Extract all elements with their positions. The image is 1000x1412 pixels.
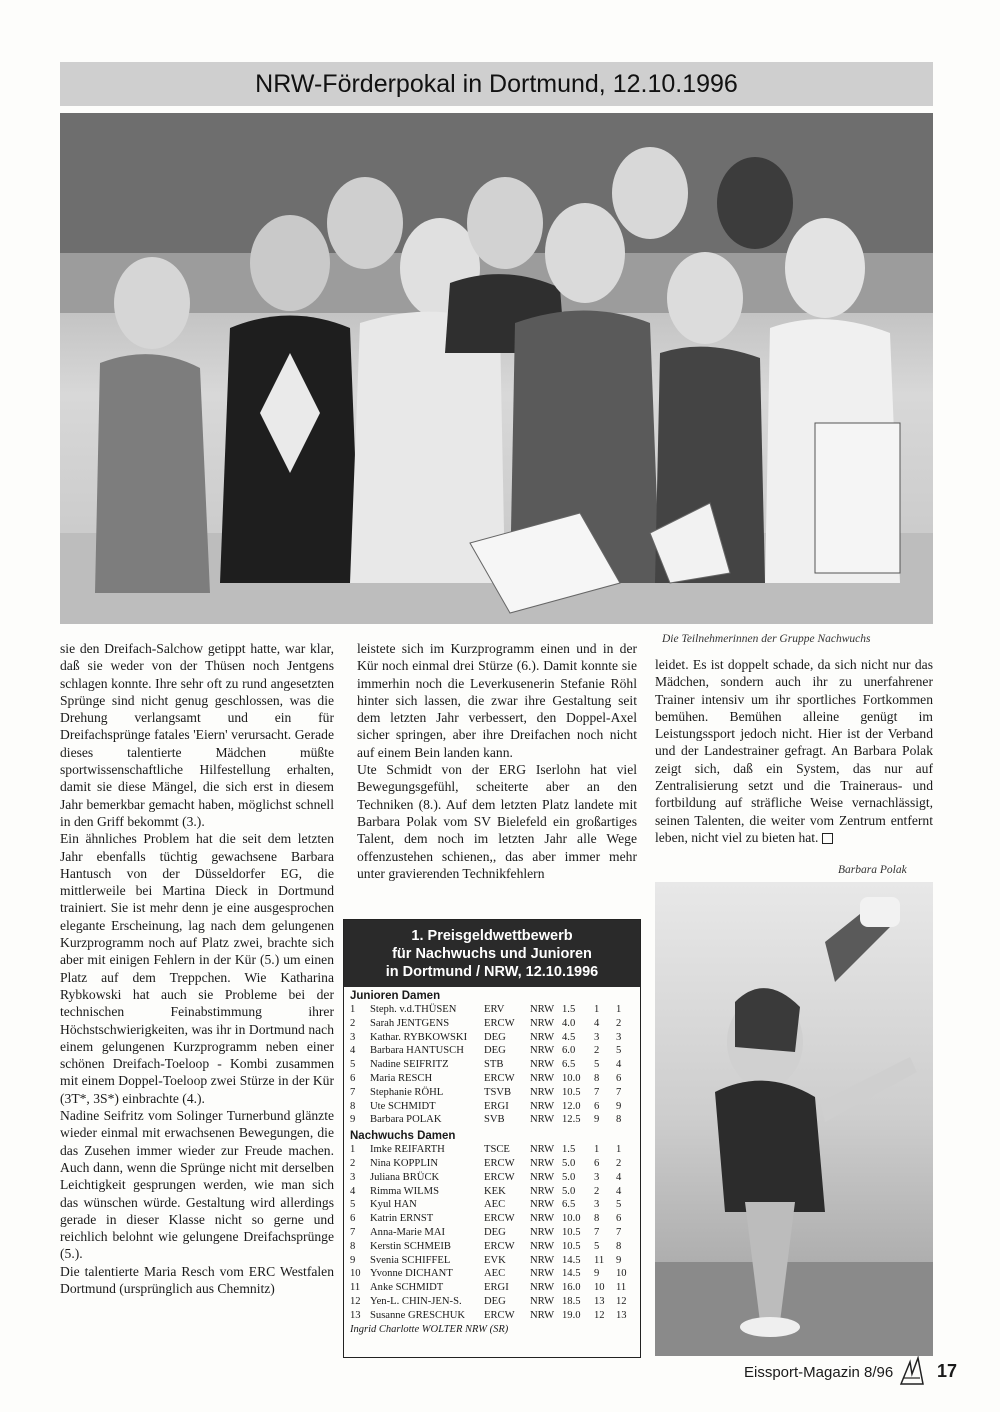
table-row: [344, 1226, 640, 1240]
table-cell: 3: [616, 1031, 622, 1043]
table-row: [344, 1100, 640, 1114]
table-cell: EVK: [484, 1254, 506, 1266]
table-row: [344, 1185, 640, 1199]
table-cell: 10: [616, 1268, 627, 1280]
page-title: NRW-Förderpokal in Dortmund, 12.10.1996: [255, 69, 738, 98]
table-row: [344, 1113, 640, 1127]
table-cell: STB: [484, 1059, 504, 1071]
table-cell: 6: [616, 1213, 622, 1225]
table-cell: 9: [350, 1254, 356, 1266]
table-cell: 1: [616, 1004, 622, 1015]
table-cell: 10.5: [562, 1086, 581, 1098]
group-photo-caption: Die Teilnehmerinnen der Gruppe Nachwuchs: [662, 633, 871, 645]
table-cell: DEG: [484, 1031, 506, 1043]
table-cell: Rimma WILMS: [370, 1185, 439, 1197]
table-cell: 6: [594, 1157, 600, 1169]
table-cell: NRW: [530, 1100, 555, 1112]
table-cell: NRW: [530, 1059, 555, 1071]
table-cell: AEC: [484, 1199, 506, 1211]
table-cell: NRW: [530, 1268, 555, 1280]
table-cell: 9: [350, 1114, 356, 1126]
polak-photo-caption: Barbara Polak: [838, 864, 907, 876]
table-cell: 4: [350, 1185, 356, 1197]
table-row: [344, 1212, 640, 1226]
group-photo-graphic: [60, 113, 933, 624]
table-cell: 8: [616, 1114, 622, 1126]
table-cell: 14.5: [562, 1268, 581, 1280]
table-cell: NRW: [530, 1157, 555, 1169]
table-cell: ERCW: [484, 1309, 515, 1321]
table-cell: TSCE: [484, 1144, 510, 1156]
table-cell: 2: [350, 1017, 356, 1029]
table-cell: 3: [350, 1171, 356, 1183]
magazine-footer: Eissport-Magazin 8/96: [744, 1364, 894, 1381]
table-cell: 10.0: [562, 1072, 581, 1084]
table-cell: 12: [594, 1309, 605, 1321]
group-photo: [60, 113, 933, 624]
table-cell: 6: [350, 1072, 356, 1084]
table-cell: 3: [594, 1199, 600, 1211]
table-cell: 11: [616, 1282, 627, 1294]
table-cell: 13: [594, 1295, 605, 1307]
table-cell: NRW: [530, 1240, 555, 1252]
table-row: [344, 1309, 640, 1323]
table-cell: NRW: [530, 1309, 555, 1321]
table-cell: 1.5: [562, 1004, 576, 1015]
table-cell: 8: [616, 1240, 622, 1252]
table-cell: 4.5: [562, 1031, 576, 1043]
table-cell: Steph. v.d.THÜSEN: [370, 1004, 457, 1015]
table-cell: 4: [616, 1059, 622, 1071]
table-row: [344, 1171, 640, 1185]
table-cell: ERGI: [484, 1100, 509, 1112]
table-cell: 5: [350, 1059, 356, 1071]
table-row: [344, 1143, 640, 1157]
table-cell: NRW: [530, 1031, 555, 1043]
table-cell: NRW: [530, 1114, 555, 1126]
table-cell: KEK: [484, 1185, 506, 1197]
table-cell: 1.5: [562, 1144, 576, 1156]
table-cell: 1: [350, 1144, 356, 1156]
table-cell: 10: [594, 1282, 605, 1294]
table-cell: 5: [616, 1045, 622, 1057]
table-row: [344, 1267, 640, 1281]
table-cell: 13: [350, 1309, 361, 1321]
table-cell: 12: [616, 1295, 627, 1307]
table-cell: 11: [350, 1282, 361, 1294]
table-cell: AEC: [484, 1268, 506, 1280]
table-cell: NRW: [530, 1213, 555, 1225]
table-cell: SVB: [484, 1114, 505, 1126]
table-cell: 19.0: [562, 1309, 581, 1321]
table-cell: Juliana BRÜCK: [370, 1171, 440, 1183]
table-cell: Imke REIFARTH: [370, 1144, 445, 1156]
table-cell: NRW: [530, 1199, 555, 1211]
table-cell: 11: [594, 1254, 605, 1266]
table-row: [344, 1031, 640, 1045]
table-cell: 5.0: [562, 1185, 576, 1197]
table-cell: Barbara HANTUSCH: [370, 1045, 464, 1057]
table-row: [344, 1295, 640, 1309]
table-cell: 7: [616, 1226, 622, 1238]
table-cell: 5: [594, 1240, 600, 1252]
results-box: [343, 919, 641, 1358]
results-body: [344, 987, 640, 1323]
table-row: [344, 1017, 640, 1031]
table-cell: 6: [616, 1072, 622, 1084]
table-cell: 2: [594, 1045, 600, 1057]
table-cell: ERCW: [484, 1017, 515, 1029]
table-row: [344, 1003, 640, 1017]
table-cell: 7: [616, 1086, 622, 1098]
table-cell: Barbara POLAK: [370, 1114, 442, 1126]
table-cell: Anna-Marie MAI: [370, 1226, 446, 1238]
table-cell: Maria RESCH: [370, 1072, 433, 1084]
table-cell: 7: [350, 1086, 356, 1098]
table-cell: 1: [350, 1004, 356, 1015]
table-cell: 5: [350, 1199, 356, 1211]
table-cell: 10.5: [562, 1226, 581, 1238]
col1-paragraph: Nadine Seifritz vom Solinger Turnerbund glänzte wieder einmal mit erwachsenen Bewegungen, die das Zusehen immer wieder zur Freude machen. Auch dann, wenn die Sprünge nicht mit derselben Leichtigkeit gesprungen werden, wie man sich das wünschen würde. Gestaltung wird allerdings gerade in dieser Klasse nicht so gerne und reichlich belohnt wie gelungene Dreifachsprünge (5.).: [60, 1108, 334, 1262]
results-footnote: Ingrid Charlotte WOLTER NRW (SR): [350, 1323, 509, 1335]
table-cell: 5: [616, 1199, 622, 1211]
table-cell: 13: [616, 1309, 627, 1321]
table-row: [344, 1240, 640, 1254]
table-cell: NRW: [530, 1086, 555, 1098]
table-cell: 6: [594, 1100, 600, 1112]
table-cell: 3: [594, 1171, 600, 1183]
results-header: [344, 920, 640, 987]
results-section-title: Nachwuchs Damen: [350, 1130, 456, 1143]
table-cell: NRW: [530, 1282, 555, 1294]
table-cell: 6.5: [562, 1199, 576, 1211]
article-column-1: [60, 640, 334, 1297]
table-cell: NRW: [530, 1254, 555, 1266]
table-cell: NRW: [530, 1171, 555, 1183]
table-cell: ERGI: [484, 1282, 509, 1294]
end-mark-icon: [822, 833, 833, 844]
table-cell: 6: [350, 1213, 356, 1225]
table-cell: Sarah JENTGENS: [370, 1017, 450, 1029]
table-cell: 7: [594, 1086, 600, 1098]
col2-paragraph: Ute Schmidt von der ERG Iserlohn hat viel Bewegungsgefühl, scheiterte aber an den Techniken (8.). Auf dem letzten Platz landete mit Barbara Polak vom SV Bielefeld ein großartiges Talent, dem noch im letzten Jahr alle Wege offenzustehen schienen,, das aber immer mehr unter gravierenden Technikfehlern: [357, 762, 637, 881]
table-cell: ERCW: [484, 1171, 515, 1183]
article-column-2: [357, 640, 637, 882]
table-row: [344, 1157, 640, 1171]
table-cell: Stephanie RÖHL: [370, 1086, 444, 1098]
results-table: [344, 1143, 640, 1322]
table-row: [344, 1072, 640, 1086]
col1-paragraph: Ein ähnliches Problem hat die seit dem letzten Jahr ebenfalls tüchtig gewachsene Barbara Hantusch von der Düsseldorfer EG, die mittlerweile bei Martina Dieck in Dortmund trainiert. Sie ist mehr denn je eine ausgesprochen elegante Erscheinung, lag nach dem gelungenen Kurzprogramm noch auf Platz zwei, brachte sich aber mit einigen Fehlern in der Kür (5.) um einen Platz auf dem Treppchen. Wie Katharina Rybkowski hat auch sie Probleme bei der technischen Feinabstimmung ihrer Höchstschwierigkeiten, was ihr in Dortmund nach einem gelungenen Kurzprogramm neben einer schönen Dreifach-Toeloop - Kombi zusammen mit einem Doppel-Toeloop zwei Stürze in der Kür (3T*, 3S*) einbrachte (4.).: [60, 831, 334, 1106]
col2-paragraph: leistete sich im Kurzprogramm einen und in der Kür noch einmal drei Stürze (6.). Damit konnte sie immerhin noch die Leverkusenerin Stefanie Röhl hinter sich lassen, die zwar ihre Gestaltung seit dem letzten Jahr verbessert, den Doppel-Axel sicher springen, aber ihre Dreifachen noch nicht auf einem Bein landen kann.: [357, 641, 637, 760]
table-cell: Kerstin SCHMEIB: [370, 1240, 451, 1252]
table-cell: TSVB: [484, 1086, 512, 1098]
table-cell: 8: [350, 1240, 356, 1252]
table-cell: 7: [594, 1226, 600, 1238]
table-cell: DEG: [484, 1045, 506, 1057]
table-cell: 2: [616, 1017, 622, 1029]
table-cell: 8: [594, 1072, 600, 1084]
table-cell: 14.5: [562, 1254, 581, 1266]
col1-paragraph: Die talentierte Maria Resch vom ERC Westfalen Dortmund (ursprünglich aus Chemnitz): [60, 1263, 334, 1296]
table-cell: NRW: [530, 1295, 555, 1307]
table-cell: 7: [350, 1226, 356, 1238]
table-cell: 12.5: [562, 1114, 581, 1126]
table-cell: Nina KOPPLIN: [370, 1157, 438, 1169]
article-column-3: [655, 656, 933, 846]
page-header-bar: [60, 62, 933, 106]
table-cell: Kathar. RYBKOWSKI: [370, 1031, 468, 1043]
col3-paragraph: [655, 656, 933, 846]
table-cell: 2: [350, 1157, 356, 1169]
table-cell: NRW: [530, 1072, 555, 1084]
table-row: [344, 1058, 640, 1072]
table-cell: NRW: [530, 1185, 555, 1197]
table-cell: NRW: [530, 1144, 555, 1156]
table-cell: 10: [350, 1268, 361, 1280]
table-cell: 4.0: [562, 1017, 576, 1029]
table-cell: 4: [350, 1045, 356, 1057]
table-cell: Yen-L. CHIN-JEN-S.: [370, 1295, 462, 1307]
table-cell: 2: [594, 1185, 600, 1197]
table-cell: Anke SCHMIDT: [370, 1282, 444, 1294]
table-cell: 6.0: [562, 1045, 576, 1057]
col1-paragraph: sie den Dreifach-Salchow getippt hatte, war klar, daß sie weder von der Thüsen noch Jentgens schlagen konnte. Ihre sehr oft zu rund angesetzten Sprünge sind nicht genug geschlossen, was die Drehung verlangsamt und ein für Dreifachsprünge fatales 'Eiern' verursacht. Gerade dieses talentierte Mädchen müßte sportwissenschaftliche Hilfestellung erhalten, damit sie diese Mängel, die sich erst in diesem Jahr bemerkbar gemacht haben, möglichst schnell in den Griff bekommt (3.).: [60, 641, 334, 829]
results-section-title: Junioren Damen: [350, 990, 441, 1002]
table-cell: 3: [350, 1031, 356, 1043]
table-cell: 1: [594, 1144, 600, 1156]
table-cell: NRW: [530, 1226, 555, 1238]
table-cell: 18.5: [562, 1295, 581, 1307]
table-cell: 10.5: [562, 1240, 581, 1252]
results-title-line: in Dortmund / NRW, 12.10.1996: [385, 964, 599, 980]
table-row: [344, 1254, 640, 1268]
table-cell: Katrin ERNST: [370, 1213, 434, 1225]
table-cell: Ute SCHMIDT: [370, 1100, 436, 1112]
table-cell: NRW: [530, 1004, 555, 1015]
table-cell: 8: [350, 1100, 356, 1112]
table-cell: 1: [594, 1004, 600, 1015]
table-cell: 9: [594, 1268, 600, 1280]
table-cell: 4: [616, 1185, 622, 1197]
skater-photo-graphic: [655, 882, 933, 1356]
page-number: 17: [937, 1361, 958, 1381]
table-cell: Yvonne DICHANT: [370, 1268, 453, 1280]
table-row: [344, 1198, 640, 1212]
table-cell: NRW: [530, 1045, 555, 1057]
table-cell: ERCW: [484, 1072, 515, 1084]
table-cell: Susanne GRESCHUK: [370, 1309, 466, 1321]
table-row: [344, 1281, 640, 1295]
table-cell: ERV: [484, 1004, 505, 1015]
results-title-line: 1. Preisgeldwettbewerb: [411, 928, 573, 944]
table-cell: 10.0: [562, 1213, 581, 1225]
table-cell: 3: [594, 1031, 600, 1043]
table-cell: 12: [350, 1295, 361, 1307]
table-cell: ERCW: [484, 1240, 515, 1252]
table-cell: 8: [594, 1213, 600, 1225]
table-row: [344, 1086, 640, 1100]
table-cell: 1: [616, 1144, 622, 1156]
table-cell: 9: [594, 1114, 600, 1126]
table-cell: 5: [594, 1059, 600, 1071]
results-table: [344, 1003, 640, 1127]
table-cell: 9: [616, 1254, 622, 1266]
table-cell: ERCW: [484, 1157, 515, 1169]
skater-photo: [655, 882, 933, 1356]
table-cell: 5.0: [562, 1171, 576, 1183]
table-cell: DEG: [484, 1295, 506, 1307]
table-cell: 4: [616, 1171, 622, 1183]
table-cell: 6.5: [562, 1059, 576, 1071]
table-cell: ERCW: [484, 1213, 515, 1225]
magazine-logo-icon: [898, 1356, 926, 1386]
table-cell: 4: [594, 1017, 600, 1029]
table-cell: 12.0: [562, 1100, 581, 1112]
table-cell: 2: [616, 1157, 622, 1169]
table-cell: 16.0: [562, 1282, 581, 1294]
table-cell: Nadine SEIFRITZ: [370, 1059, 449, 1071]
table-cell: Svenia SCHIFFEL: [370, 1254, 451, 1266]
table-cell: Kyul HAN: [370, 1199, 417, 1211]
table-cell: NRW: [530, 1017, 555, 1029]
table-cell: 5.0: [562, 1157, 576, 1169]
table-cell: 9: [616, 1100, 622, 1112]
results-title-line: für Nachwuchs und Junioren: [392, 946, 592, 962]
table-row: [344, 1044, 640, 1058]
col3-text: leidet. Es ist doppelt schade, da sich nicht nur das Mädchen, sondern auch ihr zu unerfahrener Trainer intensiv um ihr sportliches Fortkommen bemühen. Bemühen alleine genügt im Leistungssport jedoch nicht. Hier ist der Verband und der Landestrainer gefragt. An Barbara Polak zeigt sich, daß ein System, das nur auf Zentralisierung setzt und die Traineraus- und fortbildung auf sträfliche Weise vernachlässigt, seinen Talenten, die weiter vom Zentrum entfernt leben, nicht viel zu bieten hat.: [655, 657, 933, 845]
table-cell: DEG: [484, 1226, 506, 1238]
